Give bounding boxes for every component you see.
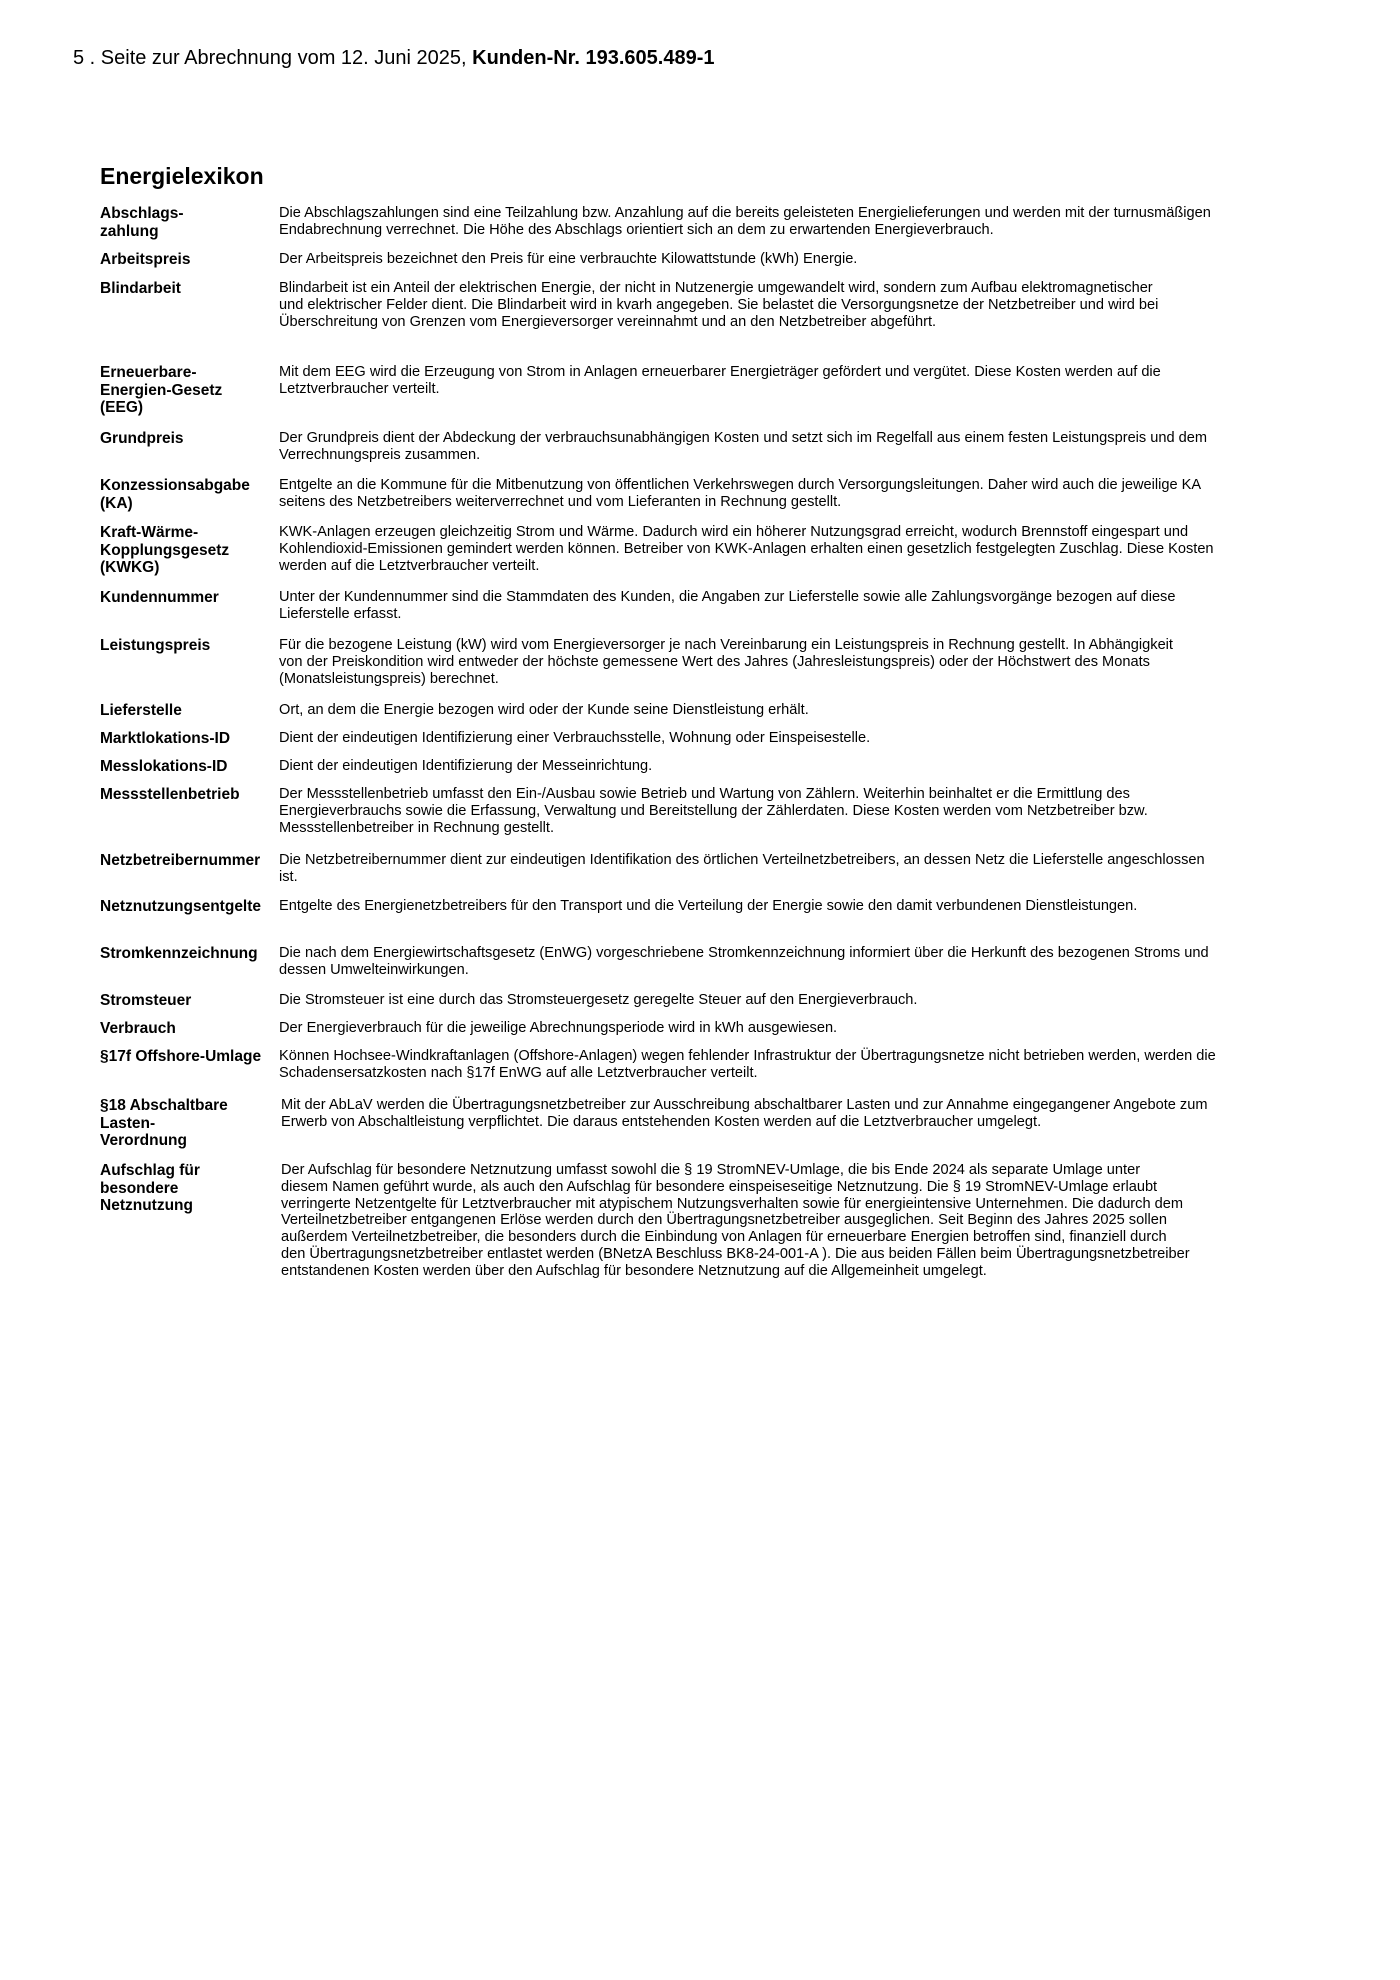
term-line: Energien-Gesetz — [100, 381, 223, 399]
definition-line: ist. — [279, 868, 298, 885]
term-line: Netzbetreibernummer — [100, 852, 261, 869]
term-line: Leistungspreis — [100, 637, 211, 654]
entry-definition — [279, 758, 1339, 775]
definition-line: Lieferstelle erfasst. — [279, 605, 402, 622]
entry-term — [100, 205, 280, 240]
entry-definition — [279, 898, 1339, 915]
definition-line: Ort, an dem die Energie bezogen wird oder der Kunde seine Dienstleistung erhält. — [279, 702, 809, 718]
entry-term — [100, 1097, 280, 1150]
definition-line: Unter der Kundennummer sind die Stammdaten des Kunden, die Angaben zur Lieferstelle sowie alle Zahlungsvorgänge bezogen auf diese — [279, 589, 1176, 605]
entry-definition — [279, 589, 1339, 623]
term-line: (EEG) — [100, 399, 144, 416]
definition-line: Verteilnetzbetreiber entgangenen Erlöse werden durch den Übertragungsnetzbetreiber ausgeglichen. Seit Beginn des Jahres 2025 sollen — [281, 1212, 1167, 1229]
term-line: besondere — [100, 1179, 179, 1197]
entry-definition — [279, 730, 1339, 747]
definition-line: Mit der AbLaV werden die Übertragungsnetzbetreiber zur Ausschreibung abschaltbarer Lasten und zur Annahme eingegangener Angebote zum — [281, 1097, 1208, 1113]
entry-term — [100, 945, 280, 963]
definition-line: Erwerb von Abschaltleistung verpflichtet. Die daraus entstehenden Kosten werden auf die Letztverbraucher umgelegt. — [281, 1113, 1042, 1130]
entry-definition — [281, 1097, 1341, 1131]
definition-line: Die Abschlagszahlungen sind eine Teilzahlung bzw. Anzahlung auf die bereits geleisteten Energielieferungen und werden mit der turnusmäßigen — [279, 205, 1211, 221]
term-line: Arbeitspreis — [100, 251, 191, 268]
term-line: Netznutzungsentgelte — [100, 898, 262, 915]
definition-line: außerdem Verteilnetzbetreiber, die besonders durch die Einbindung von Anlagen für erneuerbare Energien betroffen sind, finanziell durch — [281, 1229, 1167, 1246]
term-line: Aufschlag für — [100, 1162, 200, 1179]
definition-line: KWK-Anlagen erzeugen gleichzeitig Strom und Wärme. Dadurch wird ein höherer Nutzungsgrad erreicht, wodurch Brennstoff eingespart und — [279, 524, 1189, 540]
term-line: Messstellenbetrieb — [100, 786, 240, 803]
entry-definition — [279, 1048, 1339, 1082]
term-line: Marktlokations-ID — [100, 730, 231, 747]
term-line: Messlokations-ID — [100, 758, 228, 775]
term-line: (KA) — [100, 494, 133, 512]
term-line: Konzessionsabgabe — [100, 477, 250, 494]
entry-term — [100, 992, 280, 1010]
entry-term — [100, 430, 280, 448]
page-header-text: 5 . Seite zur Abrechnung vom 12. Juni 2025, — [73, 47, 473, 69]
definition-line: Energieverbrauchs sowie die Erfassung, Verwaltung und Bereitstellung der Zählerdaten. Diese Kosten werden vom Netzbetreiber bzw. — [279, 802, 1148, 819]
entry-definition — [279, 992, 1339, 1009]
definition-line: Dient der eindeutigen Identifizierung einer Verbrauchsstelle, Wohnung oder Einspeisestelle. — [279, 730, 871, 746]
entry-term — [100, 702, 280, 720]
definition-line: Kohlendioxid-Emissionen gemindert werden können. Betreiber von KWK-Anlagen erhalten einen gesetzlich festgelegten Zuschlag. Diese Kosten — [279, 540, 1214, 557]
entry-term — [100, 364, 280, 417]
entry-term — [100, 898, 280, 916]
entry-term — [100, 251, 280, 269]
entry-term — [100, 1048, 280, 1066]
entry-definition — [279, 251, 1339, 268]
definition-line: Können Hochsee-Windkraftanlagen (Offshore-Anlagen) wegen fehlender Infrastruktur der Übertragungsnetze nicht betrieben werden, werden die — [279, 1048, 1216, 1064]
definition-line: Endabrechnung verrechnet. Die Höhe des Abschlags orientiert sich an dem zu erwartenden Energieverbrauch. — [279, 221, 994, 238]
entry-definition — [279, 852, 1339, 886]
term-line: Lasten- — [100, 1114, 156, 1132]
entry-definition — [279, 945, 1339, 979]
term-line: zahlung — [100, 222, 159, 240]
definition-line: Der Grundpreis dient der Abdeckung der verbrauchsunabhängigen Kosten und setzt sich im Regelfall aus einem festen Leistungspreis und dem — [279, 430, 1208, 446]
definition-line: Entgelte an die Kommune für die Mitbenutzung von öffentlichen Verkehrswegen durch Versorgungsleitungen. Daher wird auch die jeweilige KA — [279, 477, 1202, 493]
definition-line: Für die bezogene Leistung (kW) wird vom Energieversorger je nach Vereinbarung ein Leistungspreis in Rechnung gestellt. In Abhängigkeit — [279, 637, 1173, 653]
entry-term — [100, 280, 280, 298]
term-line: Stromkennzeichnung — [100, 945, 258, 962]
definition-line: Messstellenbetreiber in Rechnung gestellt. — [279, 819, 555, 836]
definition-line: und elektrischer Felder dient. Die Blindarbeit wird in kvarh angegeben. Sie belastet die Versorgungsnetze der Netzbetreiber und wird bei — [279, 296, 1159, 313]
term-line: Verordnung — [100, 1132, 187, 1149]
entry-definition — [279, 1020, 1339, 1037]
entry-definition — [279, 637, 1339, 687]
definition-line: Die nach dem Energiewirtschaftsgesetz (EnWG) vorgeschriebene Stromkennzeichnung informiert über die Herkunft des bezogenen Stroms und — [279, 945, 1209, 961]
term-line: Netznutzung — [100, 1197, 193, 1214]
term-line: Stromsteuer — [100, 992, 192, 1009]
entry-term — [100, 730, 280, 748]
term-line: Erneuerbare- — [100, 364, 197, 381]
entry-definition — [279, 364, 1339, 398]
term-line: Abschlags- — [100, 205, 184, 222]
definition-line: Der Arbeitspreis bezeichnet den Preis für eine verbrauchte Kilowattstunde (kWh) Energie. — [279, 251, 858, 267]
definition-line: Letztverbraucher verteilt. — [279, 380, 440, 397]
term-line: (KWKG) — [100, 559, 160, 576]
page-header — [73, 45, 714, 71]
definition-line: entstandenen Kosten werden über den Aufschlag für besondere Netznutzung auf die Allgemeinheit umgelegt. — [281, 1262, 987, 1279]
entry-term — [100, 1162, 280, 1215]
definition-line: den Übertragungsnetzbetreiber entlastet werden (BNetzA Beschluss BK8-24-001-A ). Die aus beiden Fällen beim Übertragungsnetzbetreiber — [281, 1245, 1190, 1262]
term-line: §18 Abschaltbare — [100, 1097, 228, 1114]
entry-term — [100, 786, 280, 804]
entry-definition — [281, 1162, 1341, 1280]
entry-term — [100, 589, 280, 607]
definition-line: Dient der eindeutigen Identifizierung der Messeinrichtung. — [279, 758, 653, 774]
definition-line: diesem Namen geführt wurde, als auch den Aufschlag für besondere einspeiseseitige Netznutzung. Die § 19 StromNEV-Umlage erlaubt — [281, 1178, 1158, 1195]
term-line: Kraft-Wärme- — [100, 524, 199, 541]
entry-definition — [279, 430, 1339, 464]
term-line: Verbrauch — [100, 1020, 176, 1037]
term-line: Lieferstelle — [100, 702, 182, 719]
definition-line: Überschreitung von Grenzen vom Energieversorger vereinnahmt und an den Netzbetreiber abgeführt. — [279, 313, 937, 330]
entry-definition — [279, 477, 1339, 511]
definition-line: Schadensersatzkosten nach §17f EnWG auf alle Letztverbraucher verteilt. — [279, 1064, 758, 1081]
definition-line: Blindarbeit ist ein Anteil der elektrischen Energie, der nicht in Nutzenergie umgewandelt wird, sondern zum Aufbau elektromagnetischer — [279, 280, 1153, 296]
entry-definition — [279, 786, 1339, 836]
definition-line: Die Netzbetreibernummer dient zur eindeutigen Identifikation des örtlichen Verteilnetzbetreibers, an dessen Netz die Lieferstelle angeschlossen — [279, 852, 1205, 868]
definition-line: Verrechnungspreis zusammen. — [279, 446, 481, 463]
term-line: Kundennummer — [100, 589, 219, 606]
definition-line: (Monatsleistungspreis) berechnet. — [279, 670, 499, 687]
term-line: §17f Offshore-Umlage — [100, 1048, 262, 1065]
entry-term — [100, 1020, 280, 1038]
entry-term — [100, 524, 280, 577]
customer-number: Kunden-Nr. 193.605.489-1 — [472, 47, 715, 69]
term-line: Grundpreis — [100, 430, 184, 447]
definition-line: Die Stromsteuer ist eine durch das Stromsteuergesetz geregelte Steuer auf den Energieverbrauch. — [279, 992, 918, 1008]
term-line: Kopplungsgesetz — [100, 541, 230, 559]
entry-term — [100, 852, 280, 870]
term-line: Blindarbeit — [100, 280, 181, 297]
definition-line: Entgelte des Energienetzbetreibers für den Transport und die Verteilung der Energie sowie den damit verbundenen Dienstleistungen. — [279, 898, 1138, 914]
definition-line: von der Preiskondition wird entweder der höchste gemessene Wert des Jahres (Jahresleistungspreis) oder der Höchstwert des Monats — [279, 653, 1150, 670]
entry-term — [100, 637, 280, 655]
definition-line: verringerte Netzentgelte für Letztverbraucher mit atypischem Nutzungsverhalten sowie für energieintensive Unternehmen. Die dadurch dem — [281, 1195, 1184, 1212]
definition-line: Der Messstellenbetrieb umfasst den Ein-/Ausbau sowie Betrieb und Wartung von Zählern. Weiterhin beinhaltet er die Ermittlung des — [279, 786, 1130, 802]
definition-line: werden auf die Letztverbraucher verteilt. — [279, 557, 540, 574]
definition-line: Der Energieverbrauch für die jeweilige Abrechnungsperiode wird in kWh ausgewiesen. — [279, 1020, 838, 1036]
entry-definition — [279, 280, 1339, 330]
entry-term — [100, 477, 280, 512]
entry-definition — [279, 702, 1339, 719]
definition-line: Mit dem EEG wird die Erzeugung von Strom in Anlagen erneuerbarer Energieträger gefördert und vergütet. Diese Kosten werden auf die — [279, 364, 1161, 380]
lexicon-title: Energielexikon — [100, 163, 264, 189]
entry-definition — [279, 524, 1339, 574]
definition-line: dessen Umwelteinwirkungen. — [279, 961, 469, 978]
entry-definition — [279, 205, 1339, 239]
definition-line: Der Aufschlag für besondere Netznutzung umfasst sowohl die § 19 StromNEV-Umlage, die bis Ende 2024 als separate Umlage unter — [281, 1162, 1141, 1178]
definition-line: seitens des Netzbetreibers weiterverrechnet und vom Lieferanten in Rechnung gestellt. — [279, 493, 842, 510]
entry-term — [100, 758, 280, 776]
